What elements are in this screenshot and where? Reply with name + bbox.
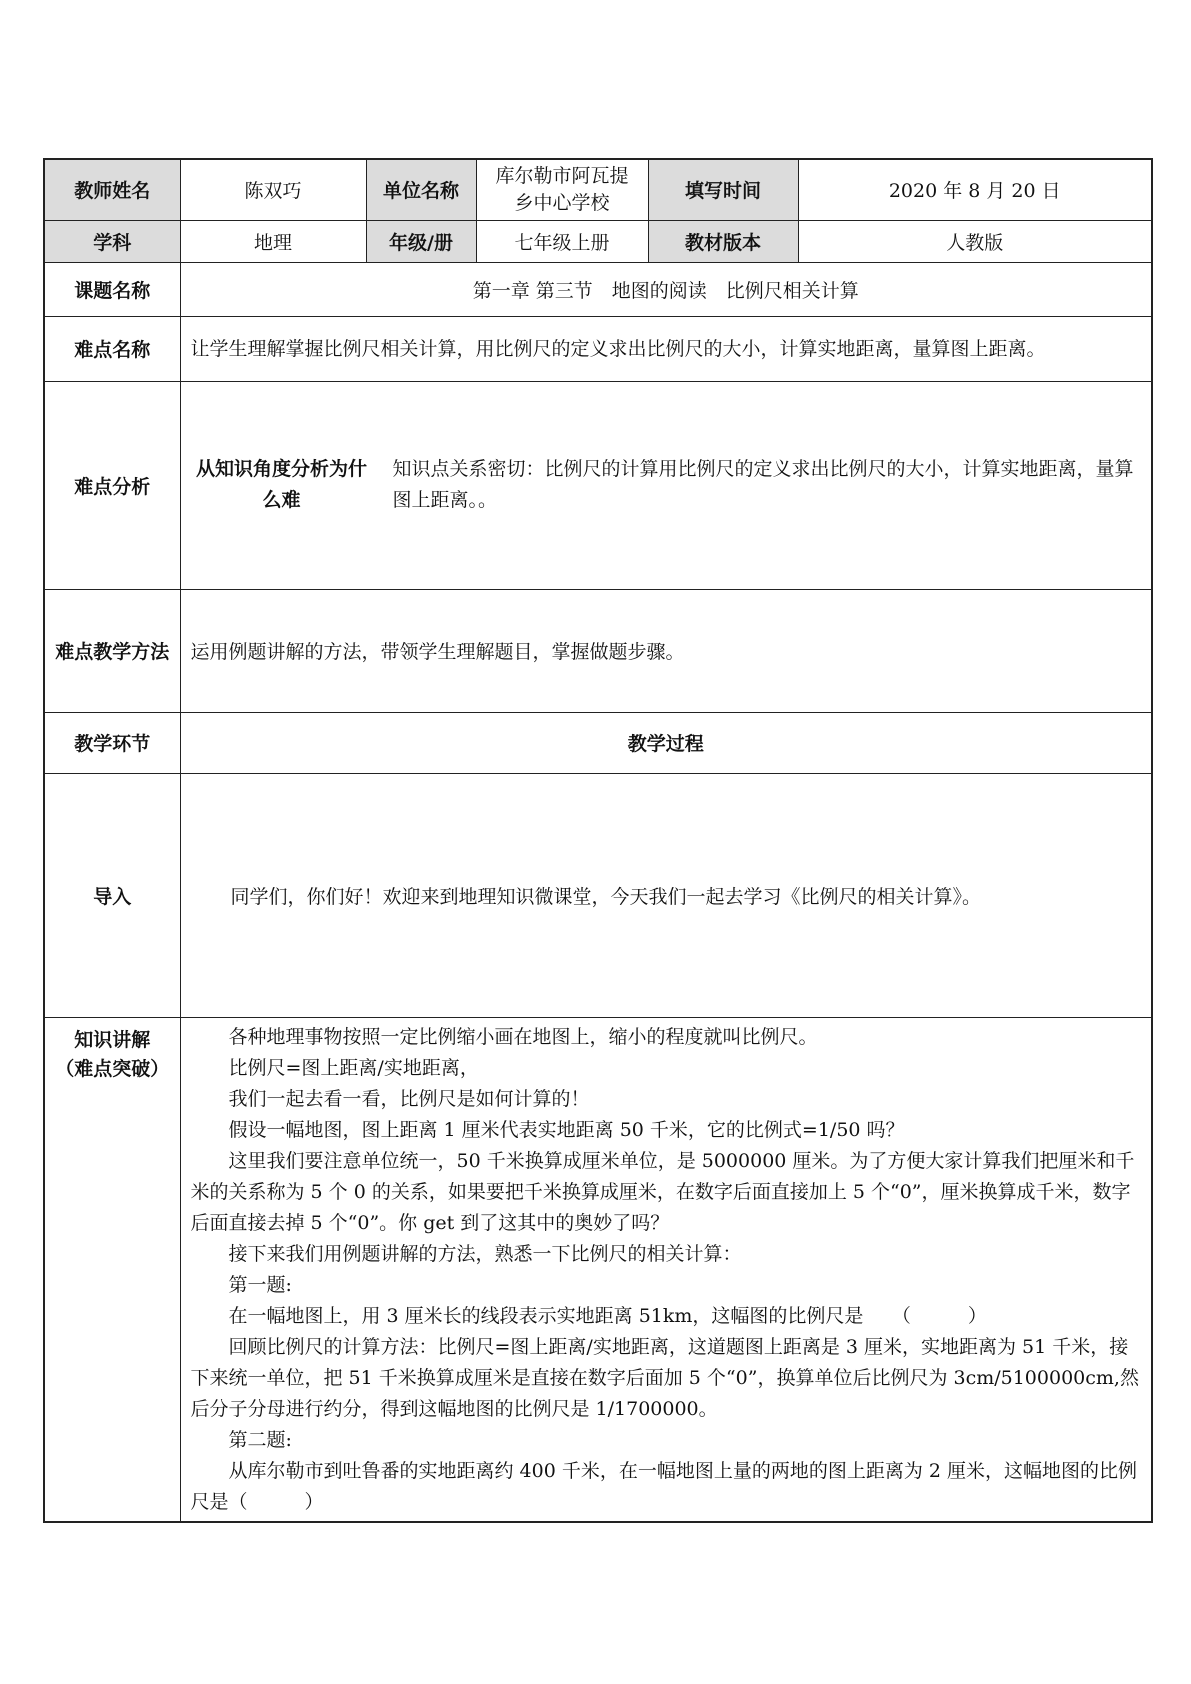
intro-row: [44, 773, 1152, 1017]
lesson-plan-sheet: [43, 158, 1151, 1523]
edition-value: 人教版: [798, 220, 1152, 262]
stage-label: 教学环节: [44, 712, 180, 773]
subject-label: 学科: [44, 220, 180, 262]
knowledge-paragraph: 在一幅地图上，用 3 厘米长的线段表示实地距离 51km，这幅图的比例尺是 （ ）: [228, 1304, 987, 1327]
edition-label: 教材版本: [648, 220, 798, 262]
grade-label: 年级/册: [366, 220, 476, 262]
process-label: 教学过程: [180, 712, 1152, 773]
intro-label: 导入: [44, 773, 180, 1017]
analysis-value: 知识点关系密切：比例尺的计算用比例尺的定义求出比例尺的大小，计算实地距离，量算图上距离。。: [392, 458, 1134, 511]
analysis-label: 难点分析: [44, 381, 180, 589]
knowledge-paragraph: 回顾比例尺的计算方法：比例尺=图上距离/实地距离，这道题图上距离是 3 厘米，实地距离为 51 千米，接下来统一单位，把 51 千米换算成厘米是直接在数字后面加 5 个“0”，换算单位后比例尺为 3cm/5100000cm,然后分子分母进行约分，得到这幅地图的比例尺是 1/1700000。: [190, 1335, 1139, 1420]
knowledge-label: [44, 1017, 180, 1522]
method-value: 运用例题讲解的方法，带领学生理解题目，掌握做题步骤。: [180, 589, 1152, 712]
difficulty-row: [44, 316, 1152, 381]
date-label: 填写时间: [648, 159, 798, 220]
teacher-value: 陈双巧: [180, 159, 366, 220]
knowledge-paragraph: 从库尔勒市到吐鲁番的实地距离约 400 千米，在一幅地图上量的两地的图上距离为 2 厘米，这幅地图的比例尺是（ ）: [190, 1459, 1138, 1513]
header-row-2: [44, 220, 1152, 262]
knowledge-paragraph: 比例尺=图上距离/实地距离，: [228, 1056, 479, 1079]
knowledge-row: [44, 1017, 1152, 1522]
intro-value: 同学们，你们好！欢迎来到地理知识微课堂，今天我们一起去学习《比例尺的相关计算》。: [180, 773, 1152, 1017]
knowledge-content: [180, 1017, 1152, 1522]
method-label: 难点教学方法: [44, 589, 180, 712]
analysis-cell: [180, 381, 1152, 589]
topic-row: [44, 262, 1152, 316]
analysis-row: [44, 381, 1152, 589]
teacher-label: 教师姓名: [44, 159, 180, 220]
knowledge-paragraph: 假设一幅地图，图上距离 1 厘米代表实地距离 50 千米，它的比例式=1/50 吗？: [228, 1118, 905, 1141]
analysis-sub-label: 从知识角度分析为什么难: [195, 458, 367, 511]
topic-value: 第一章 第三节 地图的阅读 比例尺相关计算: [180, 262, 1152, 316]
header-row-1: [44, 159, 1152, 220]
unit-label: 单位名称: [366, 159, 476, 220]
process-header-row: [44, 712, 1152, 773]
grade-value: 七年级上册: [476, 220, 648, 262]
knowledge-paragraph: 第一题:: [228, 1273, 292, 1296]
knowledge-label-line2: （难点突破）: [55, 1057, 170, 1080]
subject-value: 地理: [180, 220, 366, 262]
date-value: 2020 年 8 月 20 日: [798, 159, 1152, 220]
knowledge-paragraph: 这里我们要注意单位统一，50 千米换算成厘米单位，是 5000000 厘米。为了方便大家计算我们把厘米和千米的关系称为 5 个 0 的关系，如果要把千米换算成厘米，在数字后面直接加上 5 个“0”，厘米换算成千米，数字后面直接去掉 5 个“0”。你 get 到了这其中的奥妙了吗？: [190, 1149, 1135, 1234]
difficulty-value: 让学生理解掌握比例尺相关计算，用比例尺的定义求出比例尺的大小，计算实地距离，量算图上距离。: [180, 316, 1152, 381]
topic-label: 课题名称: [44, 262, 180, 316]
lesson-plan-table: [43, 158, 1153, 1523]
knowledge-paragraph: 各种地理事物按照一定比例缩小画在地图上，缩小的程度就叫比例尺。: [228, 1025, 818, 1048]
knowledge-paragraph: 第二题:: [228, 1428, 292, 1451]
method-row: [44, 589, 1152, 712]
unit-value: 库尔勒市阿瓦提乡中心学校: [476, 159, 648, 220]
knowledge-paragraph: 接下来我们用例题讲解的方法，熟悉一下比例尺的相关计算：: [228, 1242, 742, 1265]
difficulty-label: 难点名称: [44, 316, 180, 381]
knowledge-paragraph: 我们一起去看一看，比例尺是如何计算的！: [228, 1087, 590, 1110]
analysis-inner-table: [181, 382, 1152, 589]
knowledge-label-line1: 知识讲解: [74, 1028, 151, 1051]
